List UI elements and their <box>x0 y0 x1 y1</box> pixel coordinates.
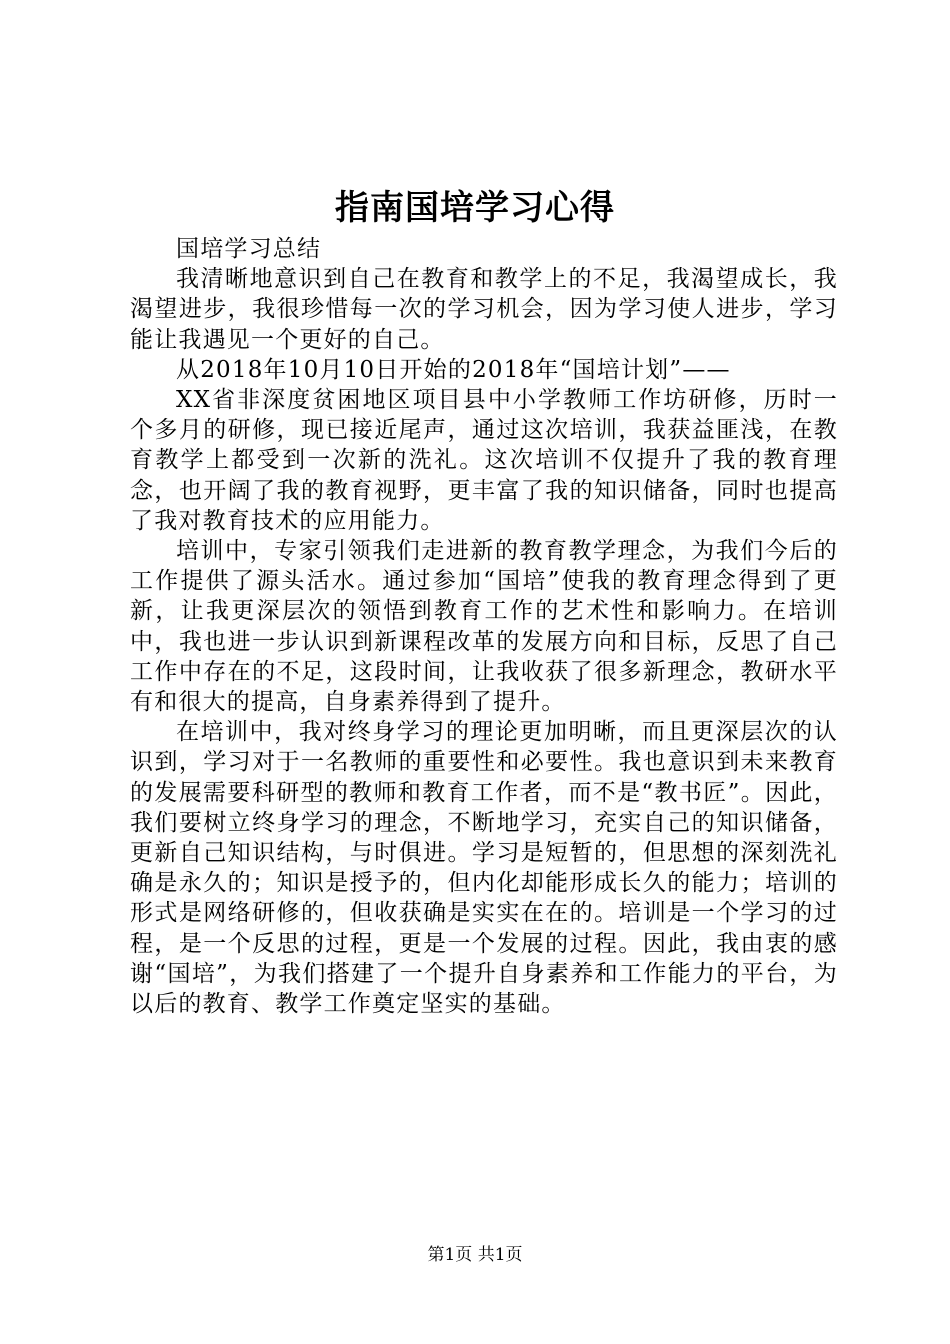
page-footer: 第1页 共1页 <box>427 1245 523 1265</box>
paragraph: 我清晰地意识到自己在教育和教学上的不足，我渴望成长，我渴望进步，我很珍惜每一次的学习机会，因为学习使人进步，学习能让我遇见一个更好的自己。 <box>130 266 838 353</box>
paragraph: 从2018年10月10日开始的2018年“国培计划”—— <box>176 356 731 383</box>
paragraph: 培训中，专家引领我们走进新的教育教学理念，为我们今后的工作提供了源头活水。通过参加“国培”使我的教育理念得到了更新，让我更深层次的领悟到教育工作的艺术性和影响力。在培训中，我也进一步认识到新课程改革的发展方向和目标，反思了自己工作中存在的不足，这段时间，让我收获了很多新理念，教研水平有和很大的提高，自身素养得到了提升。 <box>130 538 838 716</box>
paragraph: XX省非深度贫困地区项目县中小学教师工作坊研修，历时一个多月的研修，现已接近尾声，通过这次培训，我获益匪浅，在教育教学上都受到一次新的洗礼。这次培训不仅提升了我的教育理念，也开阔了我的教育视野，更丰富了我的知识储备，同时也提高了我对教育技术的应用能力。 <box>130 387 838 534</box>
document-title: 指南国培学习心得 <box>335 188 615 228</box>
paragraph: 在培训中，我对终身学习的理论更加明晰，而且更深层次的认识到，学习对于一名教师的重要性和必要性。我也意识到未来教育的发展需要科研型的教师和教育工作者，而不是“教书匠”。因此，我们要树立终身学习的理念，不断地学习，充实自己的知识储备，更新自己知识结构，与时俱进。学习是短暂的，但思想的深刻洗礼确是永久的；知识是授予的，但内化却能形成长久的能力；培训的形式是网络研修的，但收获确是实实在在的。培训是一个学习的过程，是一个反思的过程，更是一个发展的过程。因此，我由衷的感谢“国培”，为我们搭建了一个提升自身素养和工作能力的平台，为以后的教育、教学工作奠定坚实的基础。 <box>130 719 838 1018</box>
paragraph-heading: 国培学习总结 <box>176 236 322 262</box>
document-body <box>130 234 838 1019</box>
